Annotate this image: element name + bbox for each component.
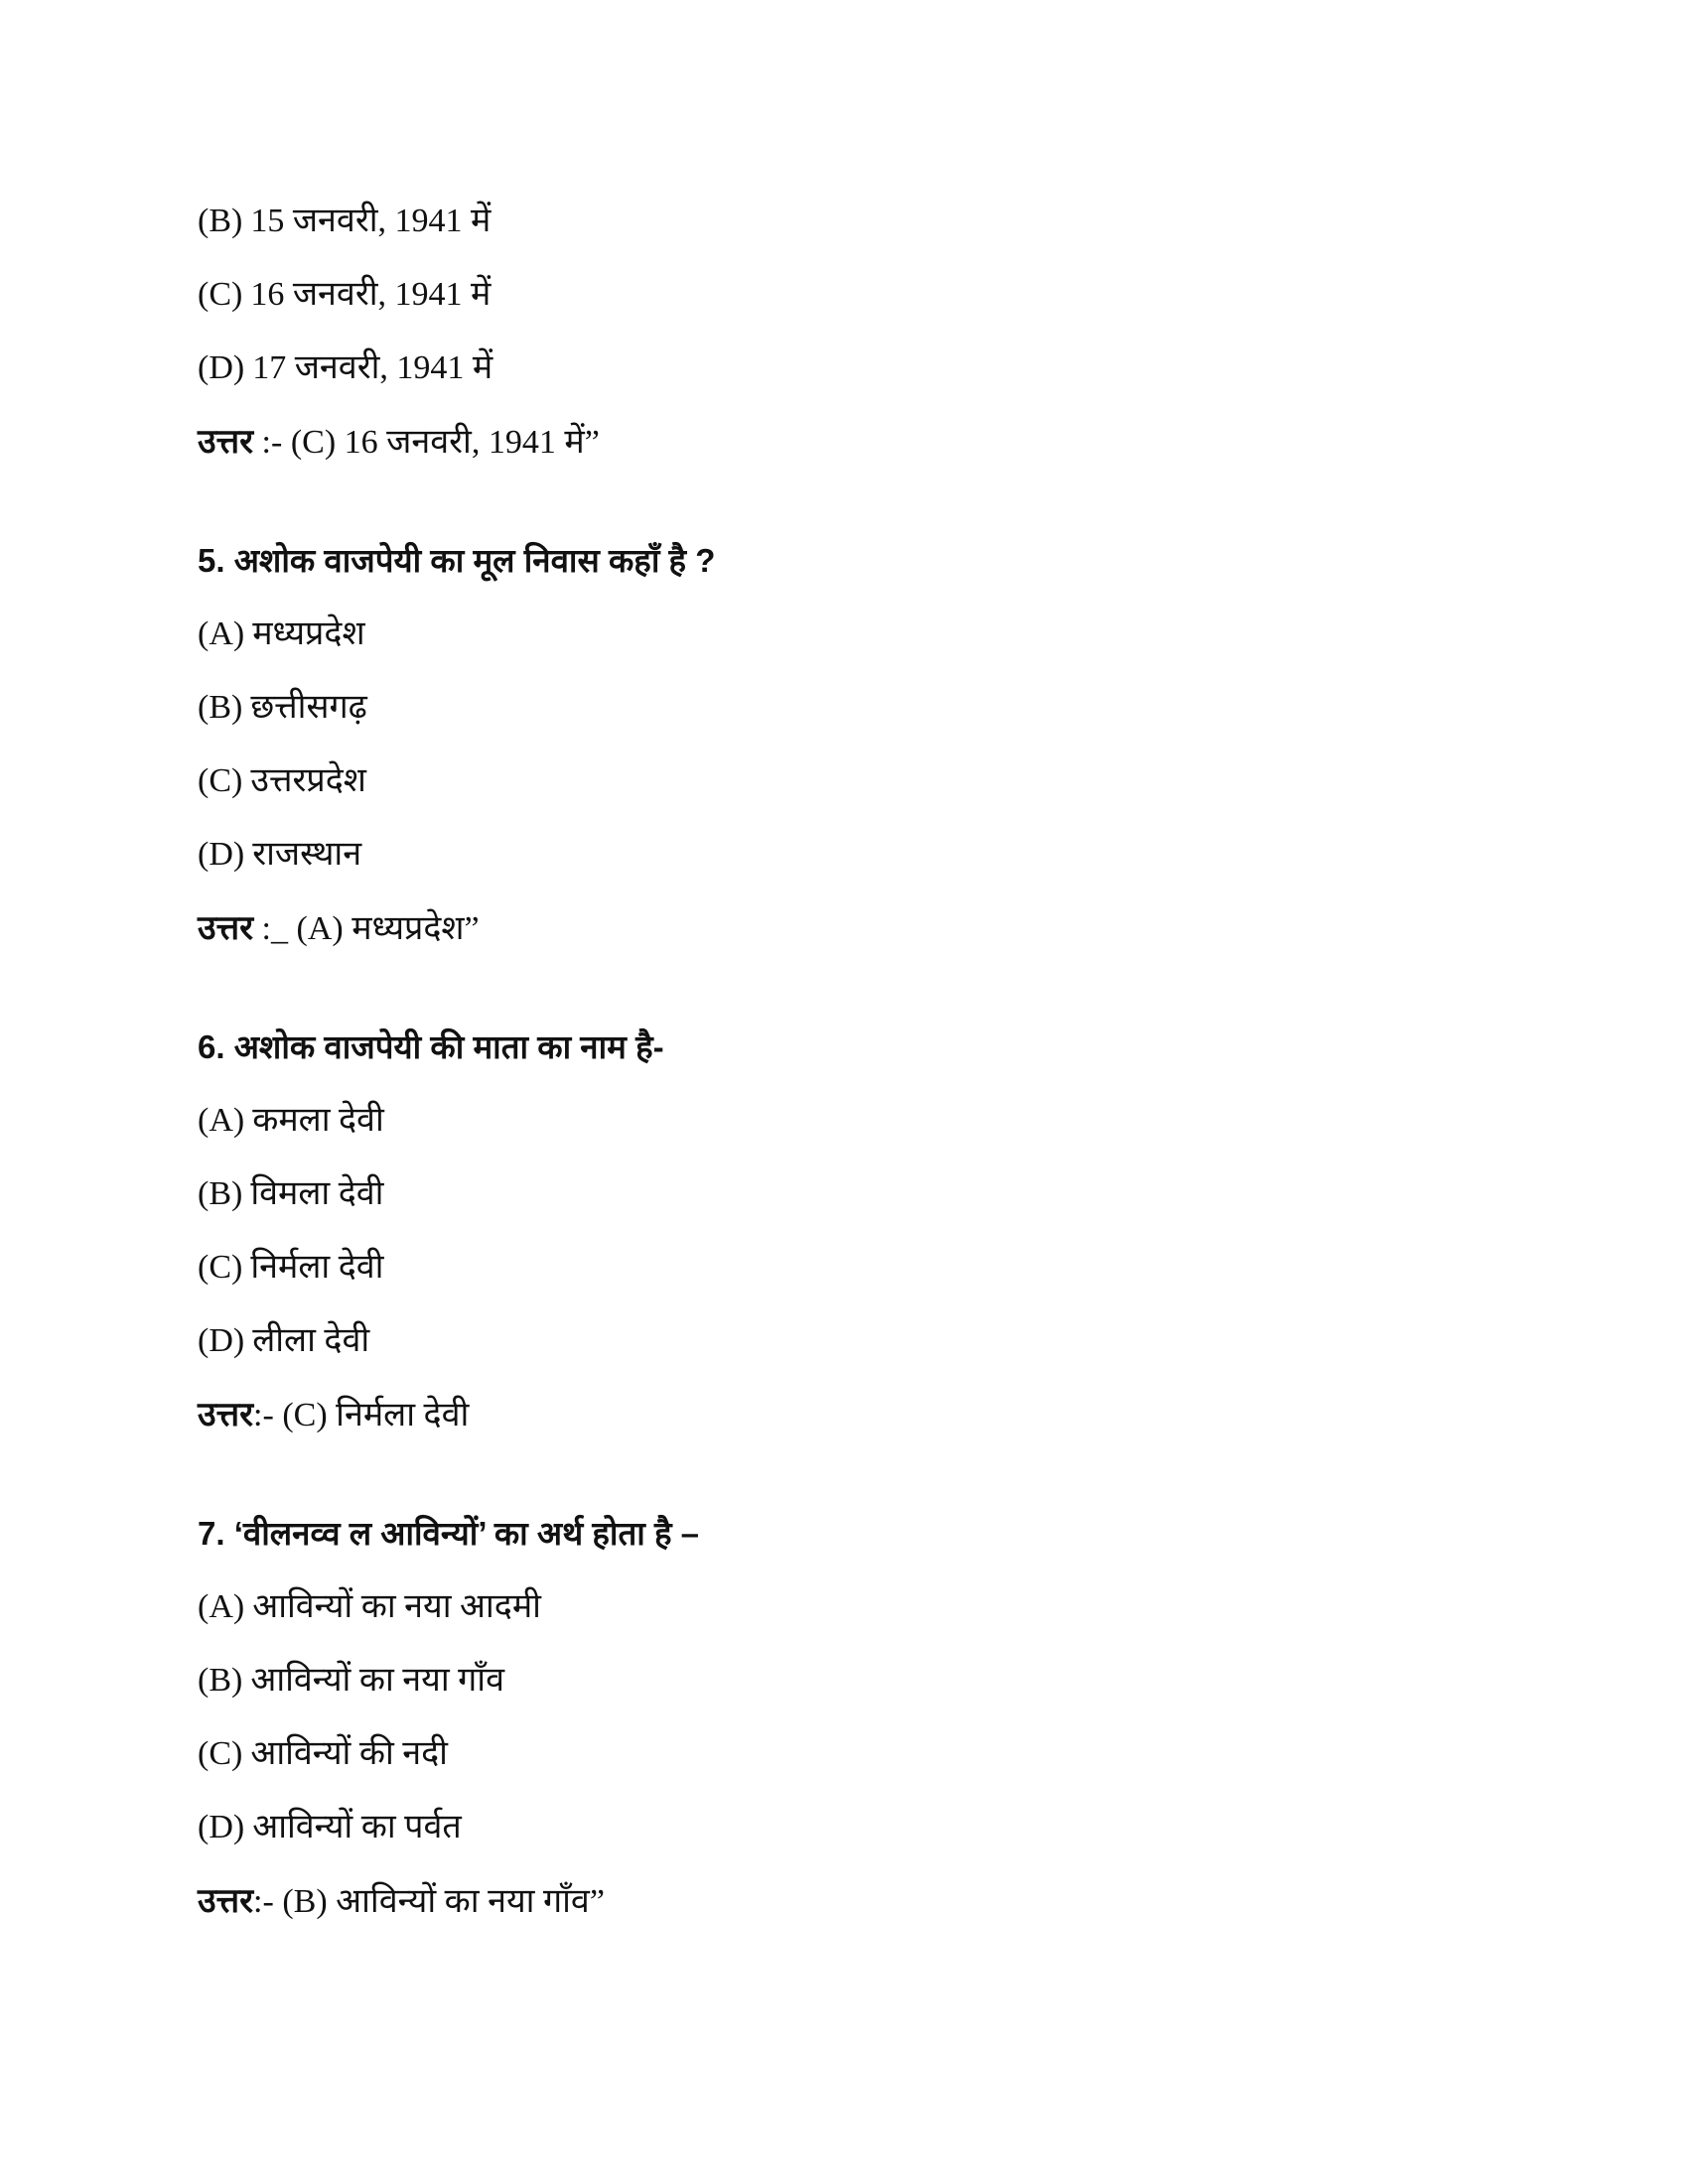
option-text: मध्यप्रदेश <box>252 615 365 652</box>
answer-separator: :- <box>253 1883 283 1920</box>
option-text: 17 जनवरी, 1941 में <box>252 349 493 386</box>
option-text: आविन्यों का नया आदमी <box>252 1588 541 1625</box>
option-text: लीला देवी <box>252 1322 370 1359</box>
option-text: 16 जनवरी, 1941 में <box>250 276 492 313</box>
answer-separator: :- <box>253 1397 283 1433</box>
option-letter: (B) <box>198 1662 243 1699</box>
option-letter: (D) <box>198 349 245 386</box>
option-b <box>198 1177 384 1211</box>
option-text: उत्तरप्रदेश <box>250 762 366 799</box>
answer-separator: :- <box>253 424 291 461</box>
option-d <box>198 1324 369 1358</box>
option-c <box>198 1737 448 1771</box>
option-text: आविन्यों का नया गाँव <box>250 1662 505 1699</box>
option-d <box>198 1811 462 1844</box>
option-letter: (C) <box>198 762 243 799</box>
question-5: 5. अशोक वाजपेयी का मूल निवास कहाँ है ? <box>198 542 716 579</box>
option-d <box>198 351 492 385</box>
answer-line <box>198 911 480 946</box>
answer-separator: :_ <box>253 910 297 947</box>
option-text: 15 जनवरी, 1941 में <box>250 203 492 239</box>
option-c <box>198 278 491 312</box>
option-b <box>198 205 491 238</box>
option-b <box>198 691 367 725</box>
option-letter: (B) <box>198 1175 243 1212</box>
answer-line <box>198 1398 469 1433</box>
option-d <box>198 838 361 872</box>
option-letter: (C) <box>198 1249 243 1286</box>
option-a <box>198 1590 541 1624</box>
answer-label: उत्तर <box>198 909 254 947</box>
option-letter: (A) <box>198 1102 245 1139</box>
option-a <box>198 1104 384 1138</box>
answer-text: (A) मध्यप्रदेश” <box>296 910 480 947</box>
option-letter: (D) <box>198 836 245 873</box>
option-letter: (B) <box>198 689 243 726</box>
option-letter: (D) <box>198 1322 245 1359</box>
option-text: विमला देवी <box>250 1175 384 1212</box>
option-letter: (C) <box>198 1735 243 1772</box>
answer-text: (C) 16 जनवरी, 1941 में” <box>290 424 600 461</box>
option-text: कमला देवी <box>252 1102 384 1139</box>
option-letter: (A) <box>198 1588 245 1625</box>
option-c <box>198 1251 383 1285</box>
answer-line <box>198 425 600 460</box>
option-text: आविन्यों की नदी <box>250 1735 448 1772</box>
option-text: निर्मला देवी <box>250 1249 384 1286</box>
answer-text: (B) आविन्यों का नया गाँव” <box>282 1883 605 1920</box>
option-letter: (A) <box>198 615 245 652</box>
option-text: आविन्यों का पर्वत <box>252 1809 462 1845</box>
answer-label: उत्तर <box>198 1882 254 1920</box>
option-c <box>198 764 366 798</box>
answer-label: उत्तर <box>198 423 254 461</box>
question-6: 6. अशोक वाजपेयी की माता का नाम है- <box>198 1028 664 1065</box>
option-letter: (B) <box>198 203 243 239</box>
option-b <box>198 1664 504 1698</box>
option-letter: (D) <box>198 1809 245 1845</box>
option-text: छत्तीसगढ़ <box>250 689 367 726</box>
answer-line <box>198 1884 605 1919</box>
option-text: राजस्थान <box>252 836 362 873</box>
answer-text: (C) निर्मला देवी <box>282 1397 470 1433</box>
option-letter: (C) <box>198 276 243 313</box>
answer-label: उत्तर <box>198 1396 254 1433</box>
question-7: 7. ‘वीलनव्व ल आविन्यों’ का अर्थ होता है – <box>198 1515 700 1552</box>
option-a <box>198 617 365 651</box>
